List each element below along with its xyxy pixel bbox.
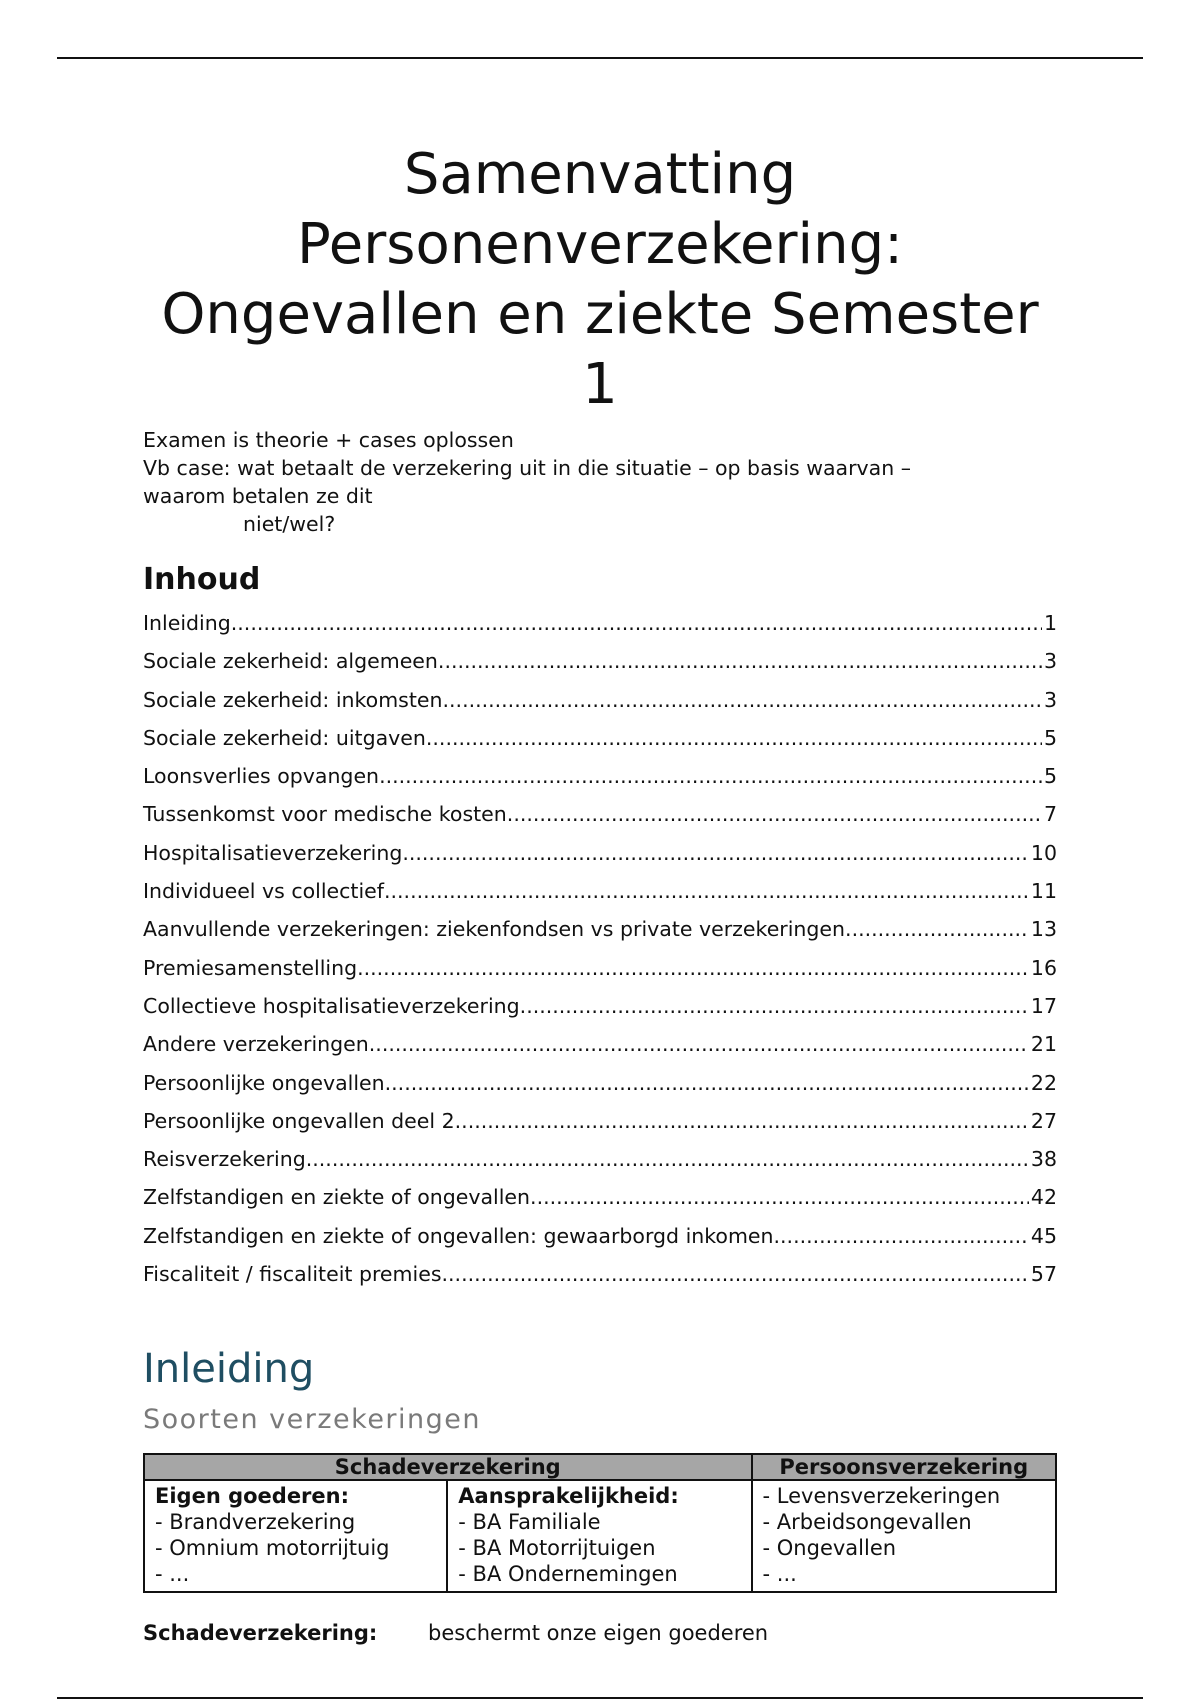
toc-entry-label: Sociale zekerheid: uitgaven (143, 725, 426, 750)
toc-entry-page: 38 (1030, 1147, 1057, 1172)
toc-dot-leader (845, 917, 1029, 941)
toc-entry-label: Loonsverlies opvangen (143, 764, 380, 789)
toc-dot-leader (442, 1262, 1029, 1286)
toc-dot-leader (402, 841, 1029, 865)
toc-entry-label: Sociale zekerheid: inkomsten (143, 687, 443, 712)
toc-dot-leader (438, 649, 1042, 673)
top-rule (57, 57, 1143, 59)
toc-entry-label: Reisverzekering (143, 1147, 306, 1172)
toc-entry[interactable] (143, 841, 1057, 879)
definition-row (143, 1621, 1057, 1645)
toc-entry-page: 57 (1030, 1262, 1057, 1287)
section-heading: Inleiding (143, 1346, 315, 1393)
cell-item: - Ongevallen (762, 1536, 897, 1561)
toc-entry[interactable] (143, 917, 1057, 955)
intro-line-2: Vb case: wat betaalt de verzekering uit in die situatie – op basis waarvan – waarom betalen ze dit (143, 456, 911, 508)
table-header-persoons: Persoonsverzekering (752, 1454, 1056, 1480)
toc-dot-leader (385, 1071, 1029, 1095)
toc-entry[interactable] (143, 764, 1057, 802)
toc-entry-page: 13 (1030, 917, 1057, 942)
intro-line-1: Examen is theorie + cases oplossen (143, 428, 514, 452)
toc-dot-leader (306, 1147, 1029, 1171)
definition-term: Schadeverzekering: (143, 1621, 378, 1646)
cell-head: Aansprakelijkheid: (458, 1484, 679, 1509)
cell-item: - BA Familiale (458, 1510, 601, 1535)
toc-entry[interactable] (143, 994, 1057, 1032)
toc-entry-page: 22 (1030, 1070, 1057, 1095)
cell-item: - ... (762, 1562, 797, 1587)
toc-dot-leader (507, 802, 1042, 826)
cell-head: Eigen goederen: (155, 1484, 350, 1509)
toc-entry[interactable] (143, 611, 1057, 649)
title-line-1: Samenvatting (403, 142, 797, 207)
cell-item: - Levensverzekeringen (762, 1484, 1001, 1509)
toc-entry-page: 21 (1030, 1032, 1057, 1057)
toc-dot-leader (455, 1109, 1029, 1133)
toc-entry-page: 7 (1043, 802, 1057, 827)
toc-dot-leader (774, 1224, 1029, 1248)
toc-dot-leader (520, 994, 1029, 1018)
toc-entry-page: 3 (1043, 687, 1057, 712)
intro-line-3: niet/wel? (243, 512, 336, 536)
insurance-types-table (143, 1453, 1057, 1593)
table-header-schade: Schadeverzekering (144, 1454, 752, 1480)
toc-entry[interactable] (143, 956, 1057, 994)
table-cell-persoonsverzekering (752, 1480, 1056, 1592)
toc-entry[interactable] (143, 688, 1057, 726)
toc-heading: Inhoud (143, 562, 261, 597)
table-cell-aansprakelijkheid (447, 1480, 751, 1592)
toc-entry[interactable] (143, 1147, 1057, 1185)
cell-item: - BA Motorrijtuigen (458, 1536, 656, 1561)
toc-entry[interactable] (143, 1224, 1057, 1262)
toc-entry-page: 10 (1030, 840, 1057, 865)
toc-dot-leader (443, 688, 1042, 712)
toc-entry-page: 17 (1030, 993, 1057, 1018)
toc-dot-leader (369, 1032, 1029, 1056)
toc-entry-label: Tussenkomst voor medische kosten (143, 802, 507, 827)
toc-dot-leader (426, 726, 1042, 750)
toc-entry[interactable] (143, 1262, 1057, 1300)
toc-entry[interactable] (143, 1032, 1057, 1070)
toc-entry-label: Fiscaliteit / fiscaliteit premies (143, 1262, 442, 1287)
toc-dot-leader (231, 611, 1042, 635)
toc-dot-leader (379, 764, 1042, 788)
cell-item: - ... (155, 1562, 190, 1587)
toc-entry-label: Persoonlijke ongevallen (143, 1070, 385, 1095)
toc-dot-leader (530, 1185, 1029, 1209)
toc-entry-label: Persoonlijke ongevallen deel 2 (143, 1108, 455, 1133)
toc-entry[interactable] (143, 1109, 1057, 1147)
toc-entry-label: Individueel vs collectief (143, 879, 384, 904)
toc-entry-page: 16 (1030, 955, 1057, 980)
cell-item: - Omnium motorrijtuig (155, 1536, 390, 1561)
toc-entry[interactable] (143, 802, 1057, 840)
toc-dot-leader (357, 956, 1029, 980)
table-of-contents (143, 611, 1057, 1300)
cell-item: - Arbeidsongevallen (762, 1510, 972, 1535)
toc-entry-label: Inleiding (143, 611, 231, 635)
toc-entry-page: 5 (1043, 725, 1057, 750)
toc-entry-page: 5 (1043, 764, 1057, 789)
bottom-rule (57, 1697, 1143, 1699)
toc-entry-page: 11 (1030, 879, 1057, 904)
toc-entry-label: Sociale zekerheid: algemeen (143, 649, 438, 674)
toc-entry-label: Andere verzekeringen (143, 1032, 369, 1057)
toc-entry[interactable] (143, 1071, 1057, 1109)
toc-entry-page: 45 (1030, 1223, 1057, 1248)
cell-item: - Brandverzekering (155, 1510, 356, 1535)
toc-entry-page: 3 (1043, 649, 1057, 674)
table-cell-eigen-goederen (144, 1480, 447, 1592)
definition-text: beschermt onze eigen goederen (428, 1621, 769, 1646)
section-subheading: Soorten verzekeringen (143, 1404, 482, 1436)
toc-entry-page: 1 (1043, 611, 1057, 635)
toc-entry-label: Premiesamenstelling (143, 955, 358, 980)
title-line-3: Ongevallen en ziekte Semester 1 (161, 282, 1039, 417)
toc-entry-label: Hospitalisatieverzekering (143, 840, 403, 865)
toc-entry-label: Zelfstandigen en ziekte of ongevallen (143, 1185, 531, 1210)
toc-entry-label: Collectieve hospitalisatieverzekering (143, 993, 520, 1018)
toc-entry[interactable] (143, 879, 1057, 917)
toc-entry-page: 27 (1030, 1108, 1057, 1133)
toc-entry-label: Aanvullende verzekeringen: ziekenfondsen vs private verzekeringen (143, 917, 846, 942)
toc-dot-leader (384, 879, 1029, 903)
cell-item: - BA Ondernemingen (458, 1562, 678, 1587)
toc-entry-page: 42 (1030, 1185, 1057, 1210)
toc-entry[interactable] (143, 726, 1057, 764)
intro-text (143, 426, 1057, 538)
toc-entry[interactable] (143, 1185, 1057, 1223)
page-content (143, 140, 1057, 1645)
document-title (143, 140, 1057, 420)
title-line-2: Personenverzekering: (297, 212, 903, 277)
toc-entry[interactable] (143, 649, 1057, 687)
toc-entry-label: Zelfstandigen en ziekte of ongevallen: gewaarborgd inkomen (143, 1223, 774, 1248)
